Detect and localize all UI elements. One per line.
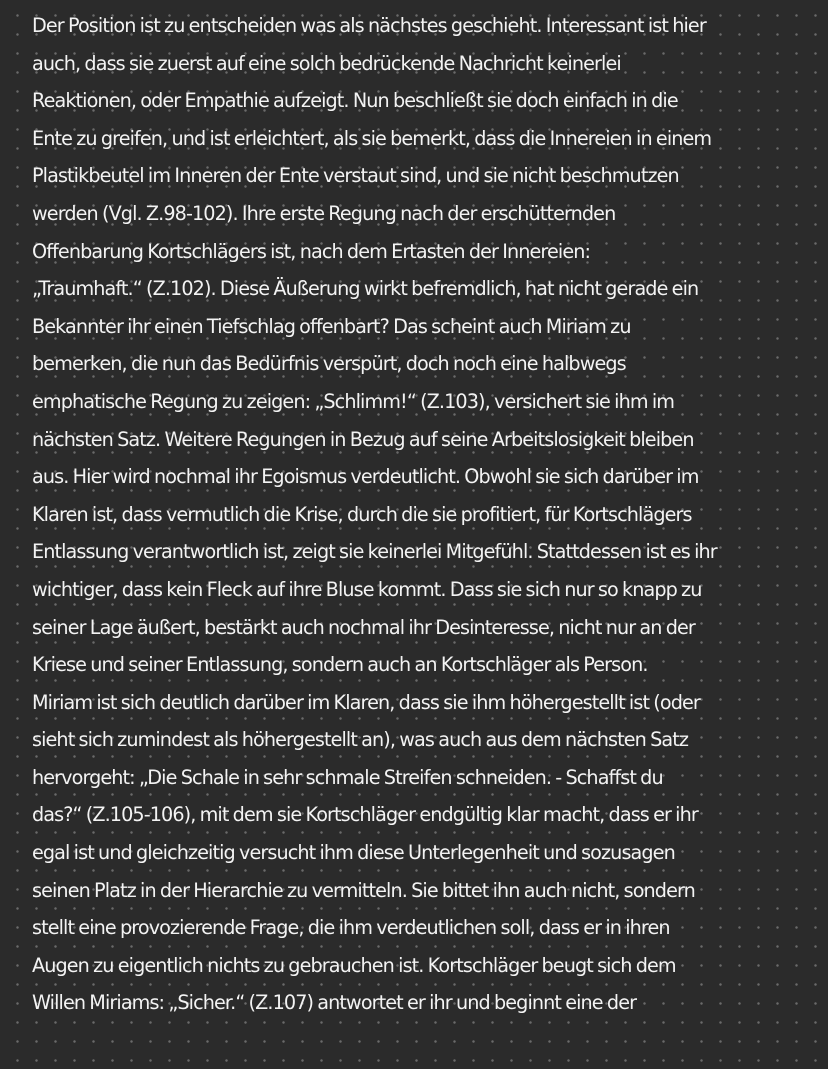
text-line: wichtiger, dass kein Fleck auf ihre Bluse kommt. Dass sie sich nur so knapp zu [32, 577, 702, 601]
text-line: sieht sich zumindest als höhergestellt an), was auch aus dem nächsten Satz [32, 728, 689, 752]
text-line: Augen zu eigentlich nichts zu gebrauchen ist. Kortschläger beugt sich dem [32, 953, 676, 977]
text-line: Plastikbeutel im Inneren der Ente verstaut sind, und sie nicht beschmutzen [32, 164, 679, 188]
text-line: aus. Hier wird nochmal ihr Egoismus verdeutlicht. Obwohl sie sich darüber im [32, 465, 699, 489]
text-line: das?“ (Z.105-106), mit dem sie Kortschläger endgültig klar macht, dass er ihr [32, 803, 698, 827]
text-line: Willen Miriams: „Sicher.“ (Z.107) antwortet er ihr und beginnt eine der [32, 991, 637, 1015]
text-line: Kriese und seiner Entlassung, sondern auch an Kortschläger als Person. [32, 653, 648, 677]
text-line: hervorgeht: „Die Schale in sehr schmale Streifen schneiden. - Schaffst du [32, 765, 663, 789]
text-line: „Traumhaft.“ (Z.102). Diese Äußerung wirkt befremdlich, hat nicht gerade ein [32, 277, 699, 301]
handwritten-text-block [32, 7, 816, 1022]
text-line: Ente zu greifen, und ist erleichtert, als sie bemerkt, dass die Innereien in einem [32, 126, 712, 150]
text-line: seinen Platz in der Hierarchie zu vermitteln. Sie bittet ihn auch nicht, sondern [32, 878, 695, 902]
text-line: Offenbarung Kortschlägers ist, nach dem Ertasten der Innereien: [32, 239, 591, 263]
text-line: egal ist und gleichzeitig versucht ihm diese Unterlegenheit und sozusagen [32, 841, 675, 865]
text-line: bemerken, die nun das Bedürfnis verspürt, doch noch eine halbwegs [32, 352, 626, 376]
text-line: Bekannter ihr einen Tiefschlag offenbart? Das scheint auch Miriam zu [32, 314, 631, 338]
text-line: stellt eine provozierende Frage, die ihm verdeutlichen soll, dass er in ihren [32, 916, 670, 940]
text-line: auch, dass sie zuerst auf eine solch bedrückende Nachricht keinerlei [32, 51, 621, 75]
text-line: Entlassung verantwortlich ist, zeigt sie keinerlei Mitgefühl. Stattdessen ist es ihr [32, 540, 717, 564]
text-line: werden (Vgl. Z.98-102). Ihre erste Regung nach der erschütternden [32, 201, 616, 225]
text-line: Reaktionen, oder Empathie aufzeigt. Nun beschließt sie doch einfach in die [32, 89, 678, 113]
text-line: emphatische Regung zu zeigen: „Schlimm!“ (Z.103), versichert sie ihm im [32, 389, 675, 413]
text-line: Klaren ist, dass vermutlich die Krise, durch die sie profitiert, für Kortschlägers [32, 502, 692, 526]
text-line: seiner Lage äußert, bestärkt auch nochmal ihr Desinteresse, nicht nur an der [32, 615, 695, 639]
text-line: Der Position ist zu entscheiden was als nächstes geschieht. Interessant ist hier [32, 14, 706, 37]
text-line: nächsten Satz. Weitere Regungen in Bezug auf seine Arbeitslosigkeit bleiben [32, 427, 694, 451]
text-line: Miriam ist sich deutlich darüber im Klaren, dass sie ihm höhergestellt ist (oder [32, 690, 700, 714]
